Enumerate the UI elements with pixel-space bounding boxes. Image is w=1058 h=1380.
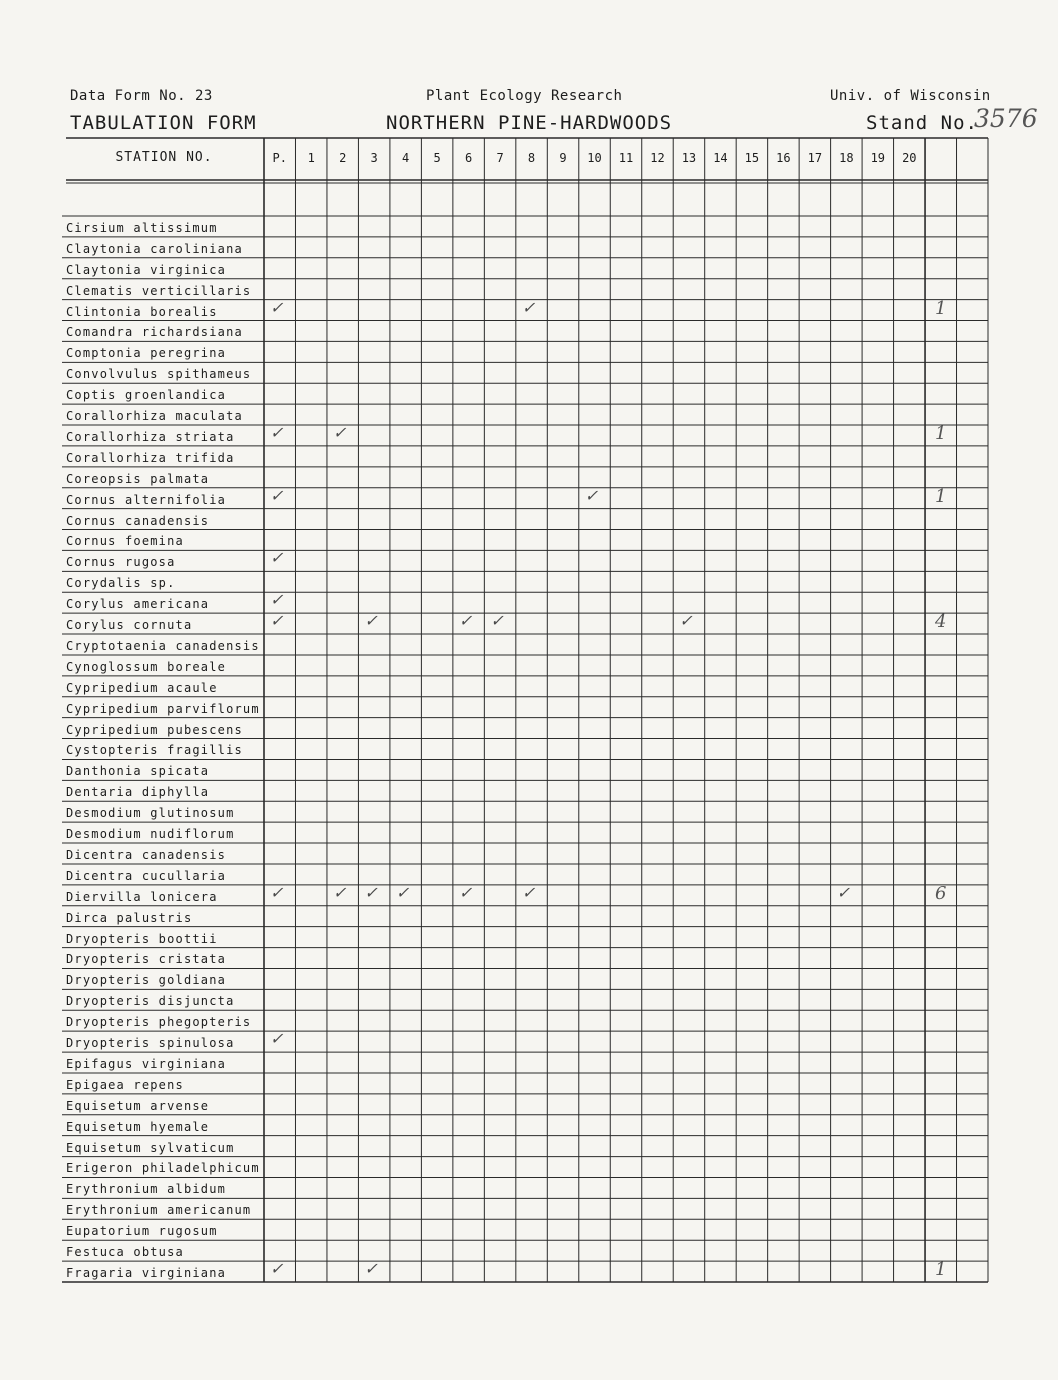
species-name: Dryopteris boottii xyxy=(66,931,218,946)
check-mark: ✓ xyxy=(270,548,284,568)
species-name: Cypripedium pubescens xyxy=(66,722,243,737)
column-header: 6 xyxy=(464,151,473,165)
column-header: 13 xyxy=(681,151,697,165)
species-name: Dryopteris spinulosa xyxy=(66,1036,235,1051)
page-title: NORTHERN PINE-HARDWOODS xyxy=(386,112,673,134)
species-name: Corylus americana xyxy=(66,597,210,612)
row-total: 1 xyxy=(935,1259,947,1281)
check-mark: ✓ xyxy=(332,423,347,443)
row-total: 1 xyxy=(935,485,947,507)
check-mark: ✓ xyxy=(270,882,284,902)
check-mark: ✓ xyxy=(270,1259,284,1279)
column-header: 1 xyxy=(307,151,315,165)
species-name: Equisetum hyemale xyxy=(66,1119,210,1134)
species-name: Dentaria diphylla xyxy=(66,785,210,800)
column-header: 8 xyxy=(527,151,536,165)
species-name: Corydalis sp. xyxy=(66,576,176,591)
column-header: 14 xyxy=(713,151,728,165)
check-mark: ✓ xyxy=(521,882,536,902)
form-number: Data Form No. 23 xyxy=(70,88,213,104)
species-name: Cornus canadensis xyxy=(66,513,210,528)
species-name: Danthonia spicata xyxy=(66,764,210,779)
species-name: Claytonia virginica xyxy=(66,262,227,277)
column-header: 7 xyxy=(496,151,504,165)
research-heading: Plant Ecology Research xyxy=(426,88,623,104)
species-name: Comandra richardsiana xyxy=(66,325,243,340)
column-header: 18 xyxy=(839,151,854,165)
check-mark: ✓ xyxy=(395,882,410,902)
column-header: 10 xyxy=(587,151,602,165)
check-mark: ✓ xyxy=(458,882,473,902)
species-name: Comptonia peregrina xyxy=(66,346,227,361)
university-heading: Univ. of Wisconsin xyxy=(830,88,991,104)
species-name: Erythronium americanum xyxy=(66,1203,252,1218)
species-name: Dryopteris cristata xyxy=(66,952,227,967)
species-name: Epigaea repens xyxy=(66,1077,184,1092)
check-mark: ✓ xyxy=(679,611,693,631)
species-name: Corallorhiza trifida xyxy=(66,450,235,465)
species-name: Cypripedium acaule xyxy=(66,680,218,695)
species-name: Clematis verticillaris xyxy=(66,283,252,298)
species-name: Cornus foemina xyxy=(66,534,184,549)
column-header: 11 xyxy=(618,151,634,165)
species-name: Cirsium altissimum xyxy=(66,220,218,235)
species-name: Dryopteris goldiana xyxy=(66,973,227,988)
species-name: Erythronium albidum xyxy=(66,1182,227,1197)
check-mark: ✓ xyxy=(364,611,378,631)
row-total: 1 xyxy=(935,297,947,319)
species-name: Erigeron philadelphicum xyxy=(66,1161,260,1176)
check-mark: ✓ xyxy=(521,297,536,317)
species-name: Dicentra cucullaria xyxy=(66,868,227,883)
column-header: P. xyxy=(272,151,287,165)
row-total: 4 xyxy=(935,611,947,633)
row-total: 6 xyxy=(935,882,947,904)
check-mark: ✓ xyxy=(270,590,284,610)
check-mark: ✓ xyxy=(490,611,504,631)
column-header: 19 xyxy=(870,151,886,165)
check-mark: ✓ xyxy=(270,423,284,443)
species-name: Coreopsis palmata xyxy=(66,471,210,486)
species-name: Dryopteris disjuncta xyxy=(66,994,235,1009)
species-name: Diervilla lonicera xyxy=(66,889,218,904)
species-name: Epifagus virginiana xyxy=(66,1056,227,1071)
check-mark: ✓ xyxy=(270,1029,284,1049)
species-name: Corallorhiza maculata xyxy=(66,409,243,424)
species-name: Corallorhiza striata xyxy=(66,429,235,444)
species-name: Cornus rugosa xyxy=(66,555,176,570)
column-header: 2 xyxy=(339,151,347,165)
species-name: Dirca palustris xyxy=(66,910,193,925)
species-name: Cryptotaenia canadensis xyxy=(66,638,260,653)
species-name: Cystopteris fragillis xyxy=(66,743,243,758)
check-mark: ✓ xyxy=(458,611,473,631)
check-mark: ✓ xyxy=(270,485,284,505)
column-header: 5 xyxy=(433,151,441,165)
stand-label: Stand No. xyxy=(866,112,978,134)
check-mark: ✓ xyxy=(364,882,378,902)
species-name: Eupatorium rugosum xyxy=(66,1224,218,1239)
species-name: Corylus cornuta xyxy=(66,618,193,633)
check-mark: ✓ xyxy=(332,882,347,902)
column-header: 17 xyxy=(807,151,823,165)
check-mark: ✓ xyxy=(836,882,850,902)
species-name: Desmodium nudiflorum xyxy=(66,827,235,842)
species-name: Equisetum sylvaticum xyxy=(66,1140,235,1155)
species-name: Equisetum arvense xyxy=(66,1098,210,1113)
form-name: TABULATION FORM xyxy=(70,112,257,134)
check-mark: ✓ xyxy=(270,297,284,317)
check-mark: ✓ xyxy=(270,611,284,631)
station-label: STATION NO. xyxy=(115,150,213,165)
species-name: Claytonia caroliniana xyxy=(66,241,243,256)
column-header: 3 xyxy=(370,151,378,165)
species-name: Dryopteris phegopteris xyxy=(66,1015,252,1030)
species-name: Cornus alternifolia xyxy=(66,492,227,507)
check-mark: ✓ xyxy=(584,485,599,505)
species-name: Desmodium glutinosum xyxy=(66,806,235,821)
species-name: Fragaria virginiana xyxy=(66,1266,227,1280)
column-header: 16 xyxy=(776,151,791,165)
column-header: 4 xyxy=(402,151,410,165)
species-name: Convolvulus spithameus xyxy=(66,367,252,382)
check-mark: ✓ xyxy=(364,1259,378,1279)
species-name: Dicentra canadensis xyxy=(66,847,227,862)
species-name: Cypripedium parviflorum xyxy=(66,701,260,716)
species-name: Coptis groenlandica xyxy=(66,388,227,403)
species-name: Cynoglossum boreale xyxy=(66,659,227,674)
column-header: 9 xyxy=(559,151,567,165)
stand-number: 3576 xyxy=(974,104,1038,133)
column-header: 20 xyxy=(902,151,917,165)
row-total: 1 xyxy=(935,423,947,445)
species-name: Festuca obtusa xyxy=(66,1245,184,1260)
column-header: 12 xyxy=(650,151,665,165)
column-header: 15 xyxy=(744,151,760,165)
species-name: Clintonia borealis xyxy=(66,304,218,319)
